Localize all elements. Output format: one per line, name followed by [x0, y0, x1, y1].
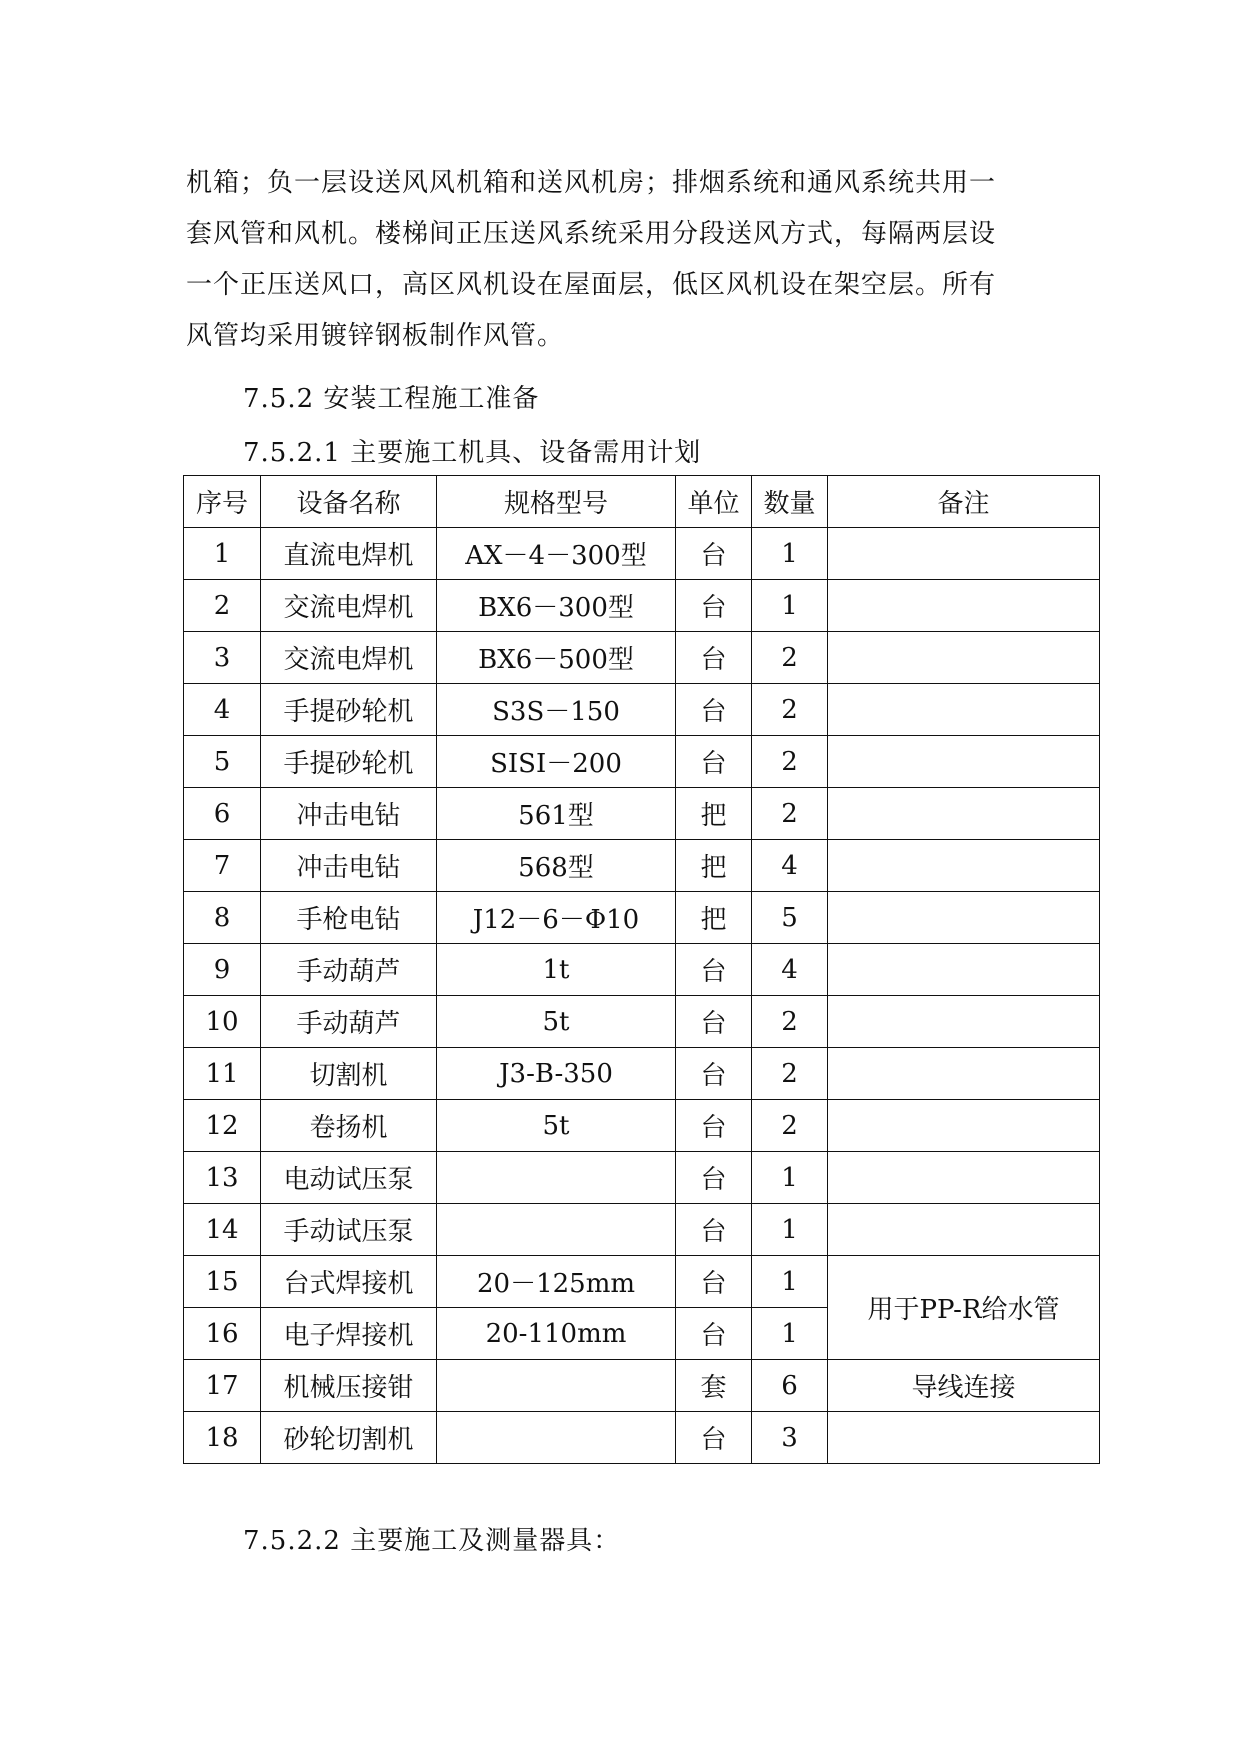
cell-quantity: 1 — [752, 1308, 828, 1360]
cell-quantity: 6 — [752, 1360, 828, 1412]
intro-paragraph — [186, 158, 1046, 362]
intro-line: 套风管和风机。楼梯间正压送风系统采用分段送风方式，每隔两层设 — [186, 219, 997, 249]
cell-spec: 20-110mm — [437, 1308, 676, 1360]
cell-equipment-name: 电子焊接机 — [261, 1308, 437, 1360]
cell-index: 14 — [184, 1204, 261, 1256]
cell-spec: J3-B-350 — [437, 1048, 676, 1100]
cell-index: 18 — [184, 1412, 261, 1464]
cell-quantity: 1 — [752, 528, 828, 580]
cell-unit: 把 — [676, 788, 752, 840]
cell-notes — [828, 996, 1100, 1048]
cell-index: 15 — [184, 1256, 261, 1308]
intro-line: 机箱；负一层设送风风机箱和送风机房；排烟系统和通风系统共用一 — [186, 168, 997, 198]
cell-index: 7 — [184, 840, 261, 892]
cell-equipment-name: 台式焊接机 — [261, 1256, 437, 1308]
cell-notes — [828, 944, 1100, 996]
cell-spec: 5t — [437, 996, 676, 1048]
table-row — [184, 1412, 1100, 1464]
column-header: 备注 — [828, 476, 1100, 528]
cell-equipment-name: 手动试压泵 — [261, 1204, 437, 1256]
cell-notes — [828, 684, 1100, 736]
cell-quantity: 2 — [752, 684, 828, 736]
cell-notes — [828, 632, 1100, 684]
cell-index: 13 — [184, 1152, 261, 1204]
cell-index: 5 — [184, 736, 261, 788]
cell-spec — [437, 1360, 676, 1412]
cell-unit: 台 — [676, 1100, 752, 1152]
cell-quantity: 4 — [752, 944, 828, 996]
cell-spec — [437, 1204, 676, 1256]
cell-unit: 台 — [676, 580, 752, 632]
cell-equipment-name: 手动葫芦 — [261, 996, 437, 1048]
cell-spec — [437, 1152, 676, 1204]
cell-notes — [828, 1048, 1100, 1100]
cell-quantity: 3 — [752, 1412, 828, 1464]
cell-index: 1 — [184, 528, 261, 580]
cell-index: 2 — [184, 580, 261, 632]
cell-index: 3 — [184, 632, 261, 684]
cell-spec: 561型 — [437, 788, 676, 840]
cell-unit: 套 — [676, 1360, 752, 1412]
cell-index: 17 — [184, 1360, 261, 1412]
table-header-row — [184, 476, 1100, 528]
cell-spec: AX－4－300型 — [437, 528, 676, 580]
cell-equipment-name: 冲击电钻 — [261, 788, 437, 840]
cell-notes — [828, 1152, 1100, 1204]
cell-quantity: 2 — [752, 788, 828, 840]
table-row — [184, 1152, 1100, 1204]
table-row — [184, 1204, 1100, 1256]
table-row — [184, 788, 1100, 840]
table-row — [184, 736, 1100, 788]
table-row — [184, 1048, 1100, 1100]
cell-index: 10 — [184, 996, 261, 1048]
table-row — [184, 1256, 1100, 1308]
cell-unit: 台 — [676, 1204, 752, 1256]
cell-index: 12 — [184, 1100, 261, 1152]
cell-index: 9 — [184, 944, 261, 996]
cell-unit: 台 — [676, 1152, 752, 1204]
equipment-table — [183, 475, 1100, 1464]
cell-notes — [828, 528, 1100, 580]
cell-equipment-name: 交流电焊机 — [261, 580, 437, 632]
cell-equipment-name: 手动葫芦 — [261, 944, 437, 996]
cell-unit: 台 — [676, 632, 752, 684]
cell-spec: BX6－500型 — [437, 632, 676, 684]
cell-notes: 用于PP-R给水管 — [828, 1256, 1100, 1360]
cell-equipment-name: 切割机 — [261, 1048, 437, 1100]
cell-equipment-name: 电动试压泵 — [261, 1152, 437, 1204]
cell-unit: 台 — [676, 1256, 752, 1308]
table-row — [184, 892, 1100, 944]
cell-index: 11 — [184, 1048, 261, 1100]
cell-unit: 台 — [676, 1308, 752, 1360]
cell-quantity: 4 — [752, 840, 828, 892]
cell-unit: 台 — [676, 1048, 752, 1100]
cell-unit: 台 — [676, 736, 752, 788]
cell-equipment-name: 手提砂轮机 — [261, 736, 437, 788]
section-heading-752: 7.5.2 安装工程施工准备 — [243, 384, 540, 414]
cell-spec: BX6－300型 — [437, 580, 676, 632]
table-row — [184, 1360, 1100, 1412]
cell-quantity: 1 — [752, 1204, 828, 1256]
cell-equipment-name: 交流电焊机 — [261, 632, 437, 684]
intro-line: 风管均采用镀锌钢板制作风管。 — [186, 321, 565, 351]
cell-unit: 台 — [676, 1412, 752, 1464]
cell-notes — [828, 840, 1100, 892]
cell-spec: 20－125mm — [437, 1256, 676, 1308]
cell-notes — [828, 788, 1100, 840]
table-row — [184, 684, 1100, 736]
table-row — [184, 528, 1100, 580]
cell-notes: 导线连接 — [828, 1360, 1100, 1412]
cell-equipment-name: 机械压接钳 — [261, 1360, 437, 1412]
column-header: 规格型号 — [437, 476, 676, 528]
cell-unit: 把 — [676, 840, 752, 892]
cell-equipment-name: 砂轮切割机 — [261, 1412, 437, 1464]
cell-quantity: 1 — [752, 1152, 828, 1204]
cell-spec: S3S－150 — [437, 684, 676, 736]
cell-quantity: 5 — [752, 892, 828, 944]
column-header: 序号 — [184, 476, 261, 528]
cell-notes — [828, 1412, 1100, 1464]
cell-equipment-name: 冲击电钻 — [261, 840, 437, 892]
cell-unit: 台 — [676, 944, 752, 996]
cell-spec: 1t — [437, 944, 676, 996]
cell-spec: SISI－200 — [437, 736, 676, 788]
cell-notes — [828, 1204, 1100, 1256]
section-heading-7521: 7.5.2.1 主要施工机具、设备需用计划 — [243, 438, 702, 468]
column-header: 设备名称 — [261, 476, 437, 528]
cell-spec — [437, 1412, 676, 1464]
cell-spec: 568型 — [437, 840, 676, 892]
cell-unit: 台 — [676, 528, 752, 580]
cell-notes — [828, 580, 1100, 632]
cell-notes — [828, 892, 1100, 944]
cell-quantity: 2 — [752, 736, 828, 788]
cell-index: 16 — [184, 1308, 261, 1360]
cell-equipment-name: 手提砂轮机 — [261, 684, 437, 736]
table-row — [184, 944, 1100, 996]
intro-line: 一个正压送风口，高区风机设在屋面层，低区风机设在架空层。所有 — [186, 270, 997, 300]
cell-unit: 把 — [676, 892, 752, 944]
cell-spec: 5t — [437, 1100, 676, 1152]
cell-quantity: 1 — [752, 1256, 828, 1308]
cell-index: 4 — [184, 684, 261, 736]
cell-quantity: 1 — [752, 580, 828, 632]
cell-index: 8 — [184, 892, 261, 944]
cell-quantity: 2 — [752, 1100, 828, 1152]
cell-unit: 台 — [676, 684, 752, 736]
table-row — [184, 840, 1100, 892]
cell-equipment-name: 手枪电钻 — [261, 892, 437, 944]
cell-equipment-name: 直流电焊机 — [261, 528, 437, 580]
cell-unit: 台 — [676, 996, 752, 1048]
table-row — [184, 996, 1100, 1048]
table-row — [184, 632, 1100, 684]
table-row — [184, 1100, 1100, 1152]
column-header: 单位 — [676, 476, 752, 528]
section-heading-7522: 7.5.2.2 主要施工及测量器具： — [243, 1526, 621, 1556]
cell-notes — [828, 736, 1100, 788]
column-header: 数量 — [752, 476, 828, 528]
cell-index: 6 — [184, 788, 261, 840]
cell-equipment-name: 卷扬机 — [261, 1100, 437, 1152]
cell-quantity: 2 — [752, 996, 828, 1048]
cell-quantity: 2 — [752, 632, 828, 684]
cell-spec: J12－6－Φ10 — [437, 892, 676, 944]
cell-notes — [828, 1100, 1100, 1152]
table-row — [184, 580, 1100, 632]
cell-quantity: 2 — [752, 1048, 828, 1100]
